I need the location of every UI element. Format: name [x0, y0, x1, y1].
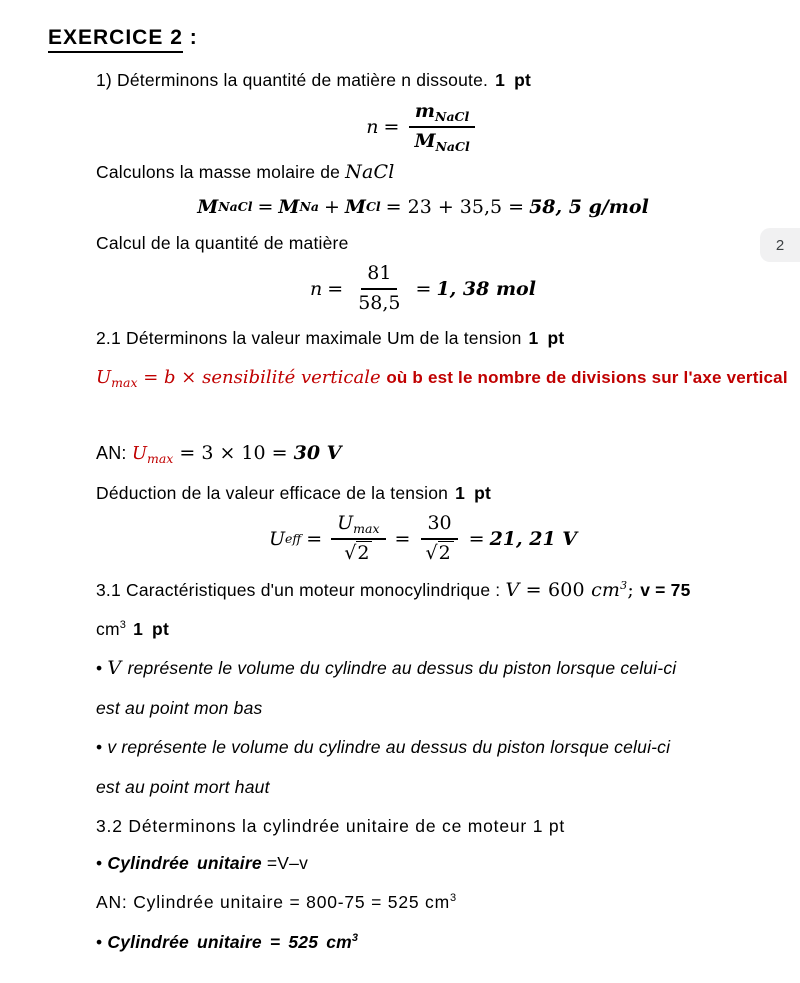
- quantity-label-text: Calcul de la quantité de matière: [96, 233, 349, 253]
- bullet4-exp: 3: [351, 932, 359, 945]
- formula3-result: 1, 38 mol: [436, 278, 536, 300]
- umax-note-text: où b est le nombre de divisions sur l'axe vertical: [386, 368, 788, 387]
- bullet4-label: Cylindrée unitaire = 525 cm: [107, 932, 352, 952]
- formula3-num: 81: [367, 262, 392, 284]
- q31-math-v: V: [505, 579, 520, 601]
- formula-ueff: U eff = $\frac{U_{max}}{√2}$ = $\frac{30}{√2}$ = 21, 21 V: [268, 512, 578, 564]
- exercise-title-text: EXERCICE 2: [48, 26, 183, 53]
- deduction-text: Déduction de la valeur efficace de la tension: [96, 483, 449, 503]
- bullet2-text: représente le volume du cylindre au dessus du piston lorsque celui-ci: [121, 737, 671, 757]
- formula3-fraction: [352, 262, 406, 316]
- ueff-eq1: =: [306, 528, 323, 550]
- q1-points: 1 pt: [495, 70, 532, 90]
- ueff-lhs: U: [268, 528, 285, 550]
- bullet2-dot: •: [96, 737, 108, 757]
- sqrt-sign-2: √: [425, 542, 438, 564]
- umax-subscript: max: [111, 375, 138, 391]
- ueff-fraction2: [419, 512, 459, 566]
- formula2-m1: M: [197, 196, 219, 218]
- bullet3-rest: =V–v: [261, 853, 309, 873]
- q2-heading-text: 2.1 Déterminons la valeur maximale Um de la tension: [96, 328, 522, 348]
- sqrt-sign-1: √: [344, 542, 357, 564]
- bullet3-label: Cylindrée unitaire: [107, 853, 262, 873]
- q32-heading-text: 3.2 Déterminons la cylindrée unitaire de ce moteur 1 pt: [96, 816, 566, 836]
- umax-formula-text: = b × sensibilité verticale: [137, 367, 387, 388]
- ueff-num1-sub: max: [353, 521, 380, 537]
- molar-label-text: Calculons la masse molaire de: [96, 162, 346, 182]
- formula1-den-subscript: NaCl: [435, 139, 470, 155]
- formula2-plus: +: [323, 196, 340, 218]
- an1-result: 30 V: [293, 442, 342, 464]
- formula1-num-symbol: m: [414, 100, 436, 122]
- bullet4-dot: •: [96, 932, 108, 952]
- q31-wrap-exp: 3: [119, 619, 127, 632]
- line-bullet-v-cont: [96, 775, 270, 800]
- molar-formula-nacl: NaCl: [345, 161, 395, 183]
- q31-heading-text: 3.1 Caractéristiques d'un moteur monocylindrique :: [96, 580, 506, 600]
- line-q1-heading: [96, 68, 531, 93]
- formula-n-definition: [96, 100, 750, 154]
- formula2-m3: M: [344, 196, 366, 218]
- sqrt-radicand-2: 2: [438, 541, 454, 564]
- line-q31-heading: [96, 578, 691, 603]
- formula2-result: 58, 5 g/mol: [529, 196, 649, 218]
- formula3-lhs: n: [310, 278, 323, 300]
- sqrt-radicand-1: 2: [356, 541, 372, 564]
- formula2-eq1: =: [257, 196, 274, 218]
- deduction-points: 1 pt: [455, 483, 492, 503]
- formula-molar-mass: M NaCl = M Na + M Cl = 23 + 35,5 = 58, 5 g/mol: [197, 196, 649, 218]
- line-umax-rule: [96, 365, 788, 390]
- bullet1-text: représente le volume du cylindre au dessus du piston lorsque celui-ci: [127, 658, 677, 678]
- bullet1-dot: •: [96, 658, 108, 678]
- q1-heading-text: 1) Déterminons la quantité de matière n dissoute.: [96, 70, 489, 90]
- q31-bold-v: v = 75: [640, 580, 691, 600]
- q2-points: 1 pt: [528, 328, 565, 348]
- page-number-badge: [760, 228, 800, 262]
- ueff-result: 21, 21 V: [489, 528, 578, 550]
- an2-text: AN: Cylindrée unitaire = 800-75 = 525 cm: [96, 892, 450, 912]
- ueff-num1: U: [337, 512, 354, 534]
- ueff-eq2: =: [394, 528, 411, 550]
- line-bullet-cylindree-def: [96, 851, 308, 876]
- an1-prefix: AN:: [96, 443, 132, 463]
- bullet1-cont-text: est au point mon bas: [96, 698, 263, 718]
- line-q2-heading: [96, 326, 564, 351]
- formula1-lhs: n: [366, 116, 379, 138]
- formula1-equals: =: [383, 116, 400, 138]
- exercise-title: [48, 26, 198, 53]
- bullet3-dot: •: [96, 853, 108, 873]
- bullet2-cont-text: est au point mort haut: [96, 777, 270, 797]
- q31-semicolon: ;: [627, 579, 641, 601]
- line-bullet-V: [96, 656, 676, 681]
- page-number: 2: [775, 236, 785, 254]
- line-bullet-V-cont: [96, 696, 262, 721]
- formula2-m2: M: [278, 196, 300, 218]
- q31-points: 1 pt: [133, 619, 169, 639]
- formula3-den: 58,5: [358, 292, 401, 314]
- line-quantity-label: [96, 231, 349, 256]
- an2-exp: 3: [449, 892, 457, 905]
- formula1-den-symbol: M: [414, 130, 436, 152]
- ueff-fraction1: [331, 512, 385, 566]
- line-molar-mass-label: [96, 160, 395, 185]
- q31-math-unit: cm: [591, 579, 621, 601]
- line-q31-heading-wrap: [96, 617, 169, 642]
- line-bullet-v: [96, 735, 670, 760]
- an1-umax-subscript: max: [146, 451, 174, 467]
- umax-symbol: U: [96, 367, 112, 388]
- q31-math-eq: = 600: [519, 579, 592, 601]
- formula3-equals: =: [327, 278, 344, 300]
- formula-n-value: [96, 262, 750, 316]
- line-umax-an: [96, 441, 341, 466]
- formula2-eq2: = 23 + 35,5 =: [385, 196, 525, 218]
- ueff-num2: 30: [427, 512, 452, 534]
- formula1-fraction: [408, 100, 475, 154]
- line-bullet-cylindree-result: [96, 930, 358, 955]
- line-q32-heading: [96, 814, 565, 839]
- an1-mid: = 3 × 10 =: [173, 442, 294, 464]
- bullet1-var: V: [107, 657, 128, 679]
- formula1-num-subscript: NaCl: [435, 109, 470, 125]
- bullet2-var: v: [107, 737, 122, 757]
- line-deduction-heading: [96, 481, 491, 506]
- line-cylindree-an: [96, 890, 457, 915]
- an1-umax-symbol: U: [131, 443, 147, 464]
- q31-math-exp: 3: [620, 579, 628, 593]
- q31-wrap-unit: cm: [96, 619, 120, 639]
- formula3-equals2: =: [415, 278, 432, 300]
- ueff-eq3: =: [468, 528, 485, 550]
- exercise-title-colon: :: [182, 26, 198, 49]
